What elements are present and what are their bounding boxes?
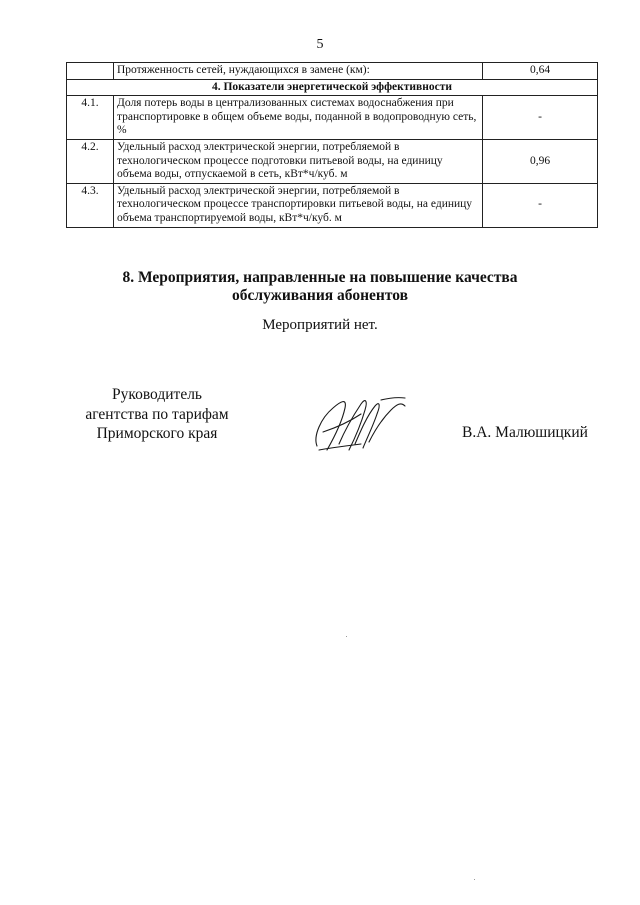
table-row xyxy=(67,183,598,227)
section-row xyxy=(67,79,598,96)
section-body: Мероприятий нет. xyxy=(262,317,378,333)
table-row xyxy=(67,63,598,80)
row-value: - xyxy=(483,183,598,227)
section-heading xyxy=(0,269,640,305)
row-number: 4.1. xyxy=(67,96,114,140)
signer-position xyxy=(62,385,252,444)
row-description: Доля потерь воды в централизованных системах водоснабжения при транспортировке в общем объеме воды, поданной в водопроводную сеть, % xyxy=(114,96,483,140)
row-number xyxy=(67,63,114,80)
section-heading-line2: обслуживания абонентов xyxy=(232,287,408,304)
row-description: Удельный расход электрической энергии, потребляемой в технологическом процессе транспортировки питьевой воды, на единицу объема транспортируемой воды, кВт*ч/куб. м xyxy=(114,183,483,227)
scan-speck xyxy=(346,636,347,637)
handwritten-signature xyxy=(305,388,415,458)
row-number: 4.3. xyxy=(67,183,114,227)
row-value: 0,64 xyxy=(483,63,598,80)
table-row xyxy=(67,139,598,183)
row-description: Протяженность сетей, нуждающихся в замене (км): xyxy=(114,63,483,80)
row-number: 4.2. xyxy=(67,139,114,183)
section-heading-line1: 8. Мероприятия, направленные на повышение качества xyxy=(122,269,518,286)
position-line: агентства по тарифам xyxy=(85,405,229,423)
signer-name: В.А. Малюшицкий xyxy=(462,424,588,441)
row-value: - xyxy=(483,96,598,140)
position-line: Приморского края xyxy=(96,425,218,442)
table-row xyxy=(67,96,598,140)
row-value: 0,96 xyxy=(483,139,598,183)
section-title: 4. Показатели энергетической эффективности xyxy=(67,79,598,96)
row-description: Удельный расход электрической энергии, потребляемой в технологическом процессе подготовки питьевой воды, на единицу объема воды, отпускаемой в сеть, кВт*ч/куб. м xyxy=(114,139,483,183)
position-line: Руководитель xyxy=(111,386,203,403)
page-number: 5 xyxy=(316,37,324,52)
indicators-table xyxy=(66,62,598,228)
scan-speck xyxy=(474,879,475,880)
